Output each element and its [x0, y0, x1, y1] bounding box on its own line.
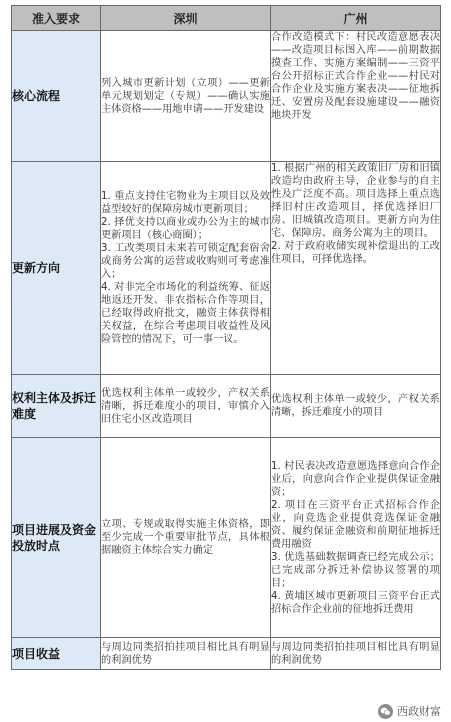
guangzhou-item: 1. 根据广州的相关政策旧厂房和旧镇改造均由政府主导，企业参与的自主性及广泛度不高。项目选择上重点选择旧村庄改造项目，择优选择旧厂房、旧城镇改造项目。更新方向为住宅、保障房、商务公寓为主的项目。 [271, 163, 440, 239]
shenzhen-cell [101, 438, 271, 638]
guangzhou-cell [271, 438, 441, 638]
shenzhen-text: 优选权利主体单一或较少，产权关系清晰，拆迁难度小的项目，审慎介入旧住宅小区改造项目 [101, 387, 270, 425]
header-requirement: 准入要求 [12, 6, 101, 31]
guangzhou-text: 与周边同类招拍挂项目相比具有明显的利润优势 [271, 641, 440, 666]
guangzhou-cell [271, 375, 441, 438]
row-project-return [12, 638, 441, 670]
row-label: 核心流程 [12, 31, 101, 162]
guangzhou-text: 合作改造模式下：村民改造意愿表决——改造项目标图入库——前期数据摸查工作、实施方案编制——三资平台公开招标正式合作企业——村民对合作企业及实施方案表决——征地拆迁、安置房及配套设施建设——融资地块开发 [271, 32, 440, 121]
row-core-process [12, 31, 441, 162]
row-progress-funding [12, 438, 441, 638]
shenzhen-cell [101, 162, 271, 375]
wechat-icon [378, 704, 393, 719]
row-label: 权利主体及拆迁难度 [12, 375, 101, 438]
guangzhou-item: 4. 黄埔区城市更新项目三资平台正式招标合作企业前的征地拆迁费用 [271, 590, 440, 615]
guangzhou-text: 优选权利主体单一或较少，产权关系清晰，拆迁难度小的项目 [271, 394, 440, 418]
watermark-text: 西政财富 [397, 705, 441, 718]
row-label: 项目进展及资金投放时点 [12, 438, 101, 638]
comparison-table [11, 5, 441, 670]
shenzhen-text: 与周边同类招拍挂项目相比具有明显的利润优势 [101, 641, 270, 666]
shenzhen-cell [101, 31, 271, 162]
row-update-direction [12, 162, 441, 375]
shenzhen-item: 3. 工改类项目未来若可锁定配套宿舍或商务公寓的运营或收购则可考虑准入； [101, 243, 270, 280]
shenzhen-text: 列入城市更新计划（立项）——更新单元规划划定（专规）——确认实施主体资格——用地申请——开发建设 [101, 77, 270, 115]
shenzhen-text: 立项、专规或取得实施主体资格，即至少完成一个重要审批节点，具体根据融资主体综合实力确定 [101, 519, 270, 556]
row-label: 更新方向 [12, 162, 101, 375]
shenzhen-item: 4. 对非完全市场化的利益统筹、征返地返还开发、非农指标合作等项目，已经取得政府批文，融资主体获得相关权益，在综合考虑项目收益性及风险管控的情况下，可一事一议。 [101, 282, 270, 345]
shenzhen-item: 2. 择优支持以商业或办公为主的城市更新项目（核心商圈）； [101, 217, 270, 241]
guangzhou-item: 3. 优选基础数据调查已经完成公示；已完成部分拆迁补偿协议签署的项目； [271, 551, 440, 589]
row-label: 项目收益 [12, 638, 101, 670]
header-row [12, 6, 441, 31]
header-guangzhou: 广州 [271, 6, 441, 31]
guangzhou-item: 2. 项目在三资平台正式招标合作企业，向竞选企业提供竞选保证金融资、履约保证金融资和前期征地拆迁费用融资 [271, 499, 440, 550]
row-rights-demolition [12, 375, 441, 438]
shenzhen-item: 1. 重点支持住宅物业为主项目以及效益型较好的保障房城市更新项目； [101, 191, 270, 215]
watermark [378, 703, 441, 719]
guangzhou-cell [271, 162, 441, 375]
guangzhou-cell [271, 638, 441, 670]
shenzhen-cell [101, 375, 271, 438]
shenzhen-cell [101, 638, 271, 670]
header-shenzhen: 深圳 [101, 6, 271, 31]
guangzhou-item: 2. 对于政府收储实现补偿退出的工改住项目，可择优选择。 [271, 241, 440, 265]
guangzhou-cell [271, 31, 441, 162]
guangzhou-item: 1. 村民表决改造意愿选择意向合作企业后，向意向合作企业提供保证金融资； [271, 460, 440, 498]
